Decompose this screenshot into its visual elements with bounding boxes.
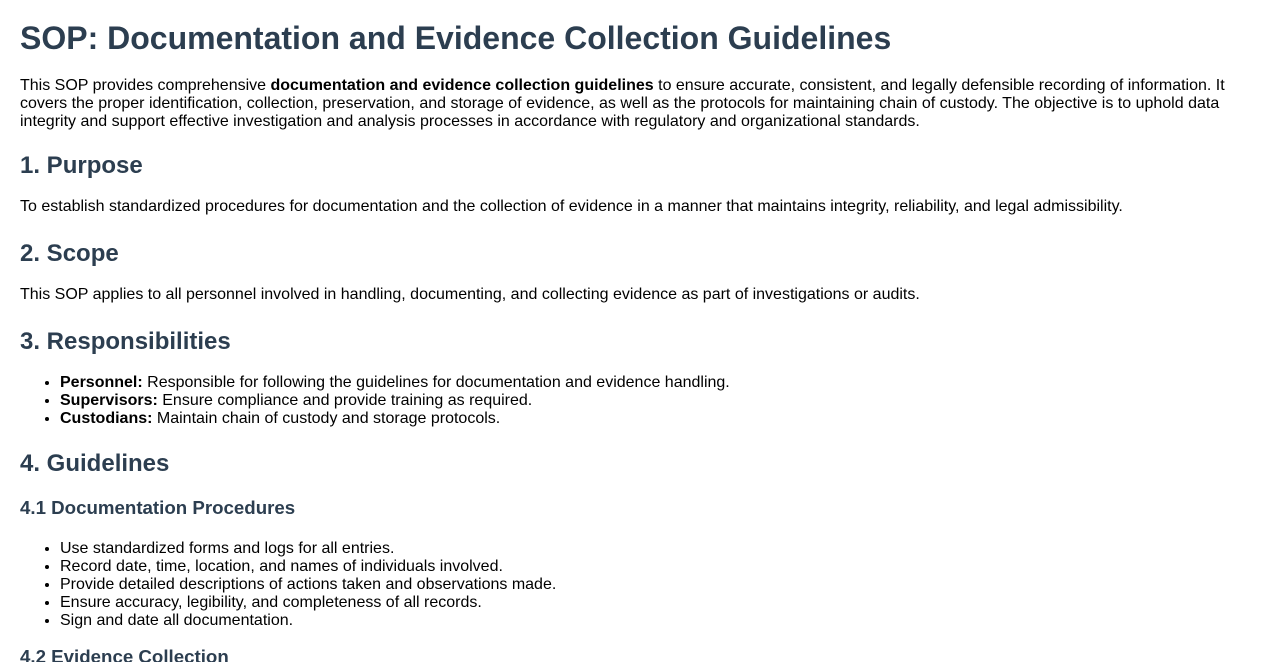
guidelines-heading: 4. Guidelines	[20, 450, 170, 477]
evidence-collection-heading: 4.2 Evidence Collection	[20, 646, 229, 662]
list-item	[60, 410, 1243, 428]
responsibilities-heading: 3. Responsibilities	[20, 328, 231, 355]
intro-text-start: This SOP provides comprehensive	[20, 77, 271, 94]
role-label: Supervisors:	[60, 392, 158, 409]
list-item: • Ensure accuracy, legibility, and completeness of all records.	[60, 594, 1243, 612]
documentation-procedures-list	[20, 540, 1243, 630]
intro-text-end: to ensure accurate, consistent, and legally defensible recording of information. It covers the proper identification, collection, preservation, and storage of evidence, as well as the protocols for maintaining chain of custody. The objective is to uphold data integrity and support effective investigation and analysis processes in accordance with regulatory and organizational standards.	[20, 77, 1225, 130]
role-description: Ensure compliance and provide training as required.	[157, 392, 533, 409]
page-title: SOP: Documentation and Evidence Collection Guidelines	[20, 20, 892, 56]
list-item	[60, 392, 1243, 410]
purpose-text: To establish standardized procedures for documentation and the collection of evidence in a manner that maintains integrity, reliability, and legal admissibility.	[20, 198, 1123, 215]
role-label: Personnel:	[60, 374, 143, 391]
documentation-procedures-heading: 4.1 Documentation Procedures	[20, 497, 296, 518]
scope-text: This SOP applies to all personnel involved in handling, documenting, and collecting evidence as part of investigations or audits.	[20, 286, 920, 303]
list-item: • Record date, time, location, and names of individuals involved.	[60, 558, 1243, 576]
list-item	[60, 374, 1243, 392]
intro-paragraph	[20, 77, 1243, 131]
role-description: Responsible for following the guidelines for documentation and evidence handling.	[142, 374, 730, 391]
list-item: • Provide detailed descriptions of actions taken and observations made.	[60, 576, 1243, 594]
sop-document	[0, 18, 1263, 662]
responsibilities-list	[20, 374, 1243, 428]
scope-heading: 2. Scope	[20, 240, 119, 267]
list-item: • Use standardized forms and logs for all entries.	[60, 540, 1243, 558]
role-label: Custodians:	[60, 410, 153, 427]
purpose-heading: 1. Purpose	[20, 152, 143, 179]
list-item: • Sign and date all documentation.	[60, 612, 1243, 630]
role-description: Maintain chain of custody and storage protocols.	[152, 410, 501, 427]
intro-emphasis: documentation and evidence collection guidelines	[270, 77, 654, 94]
